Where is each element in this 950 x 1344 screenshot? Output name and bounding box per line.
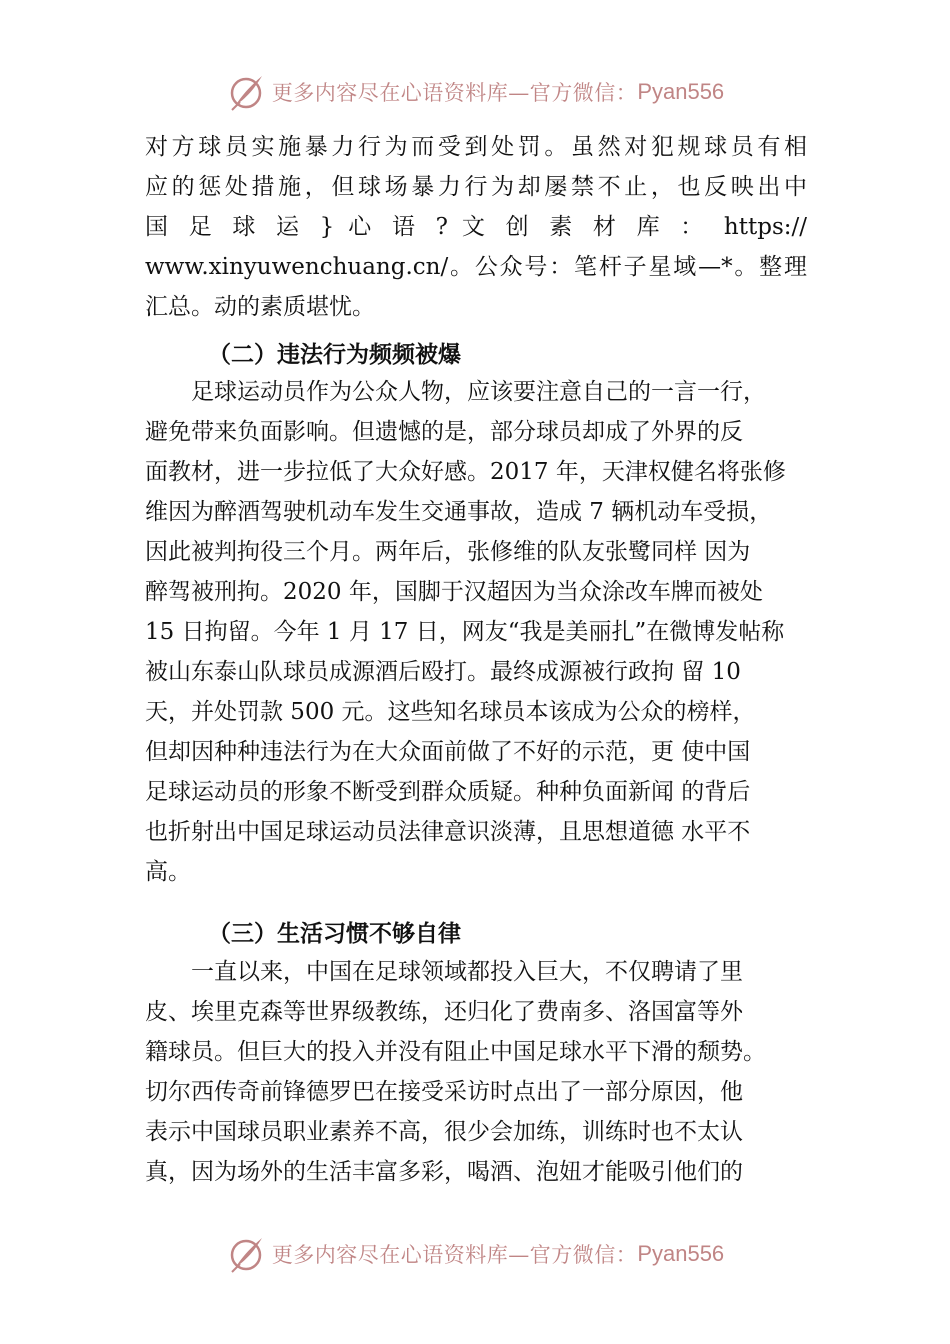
section-heading-2: （二）违法行为频频被爆 <box>208 342 461 368</box>
text-line: 避免带来负面影响。但遗憾的是，部分球员却成了外界的反 <box>145 419 743 445</box>
text-line: 足球运动员作为公众人物，应该要注意自己的一言一行， <box>191 379 766 405</box>
text-line: 切尔西传奇前锋德罗巴在接受采访时点出了一部分原因，他 <box>145 1079 743 1105</box>
text-line: 国 足 球 运 } 心 语 ? 文 创 素 材 库 ： https:// <box>145 214 807 240</box>
section-heading-3: （三）生活习惯不够自律 <box>208 921 461 947</box>
watermark-code: Pyan556 <box>637 1241 725 1266</box>
watermark-banner-bottom <box>0 1232 950 1276</box>
watermark-banner-top <box>0 70 950 114</box>
watermark-text: 更多内容尽在心语资料库—官方微信： <box>271 1243 638 1267</box>
text-line: 对方球员实施暴力行为而受到处罚。虽然对犯规球员有相 <box>145 134 807 160</box>
text-line: 但却因种种违法行为在大众面前做了不好的示范，更 使中国 <box>145 739 751 765</box>
text-line: 真，因为场外的生活丰富多彩，喝酒、泡妞才能吸引他们的 <box>145 1159 743 1185</box>
text-line: 醉驾被刑拘。2020 年，国脚于汉超因为当众涂改车牌而被处 <box>145 579 763 605</box>
text-line: 表示中国球员职业素养不高，很少会加练，训练时也不太认 <box>145 1119 743 1145</box>
quill-logo-icon <box>226 72 266 112</box>
text-line: 高。 <box>145 859 191 885</box>
watermark-code: Pyan556 <box>637 79 725 104</box>
text-line: 面教材，进一步拉低了大众好感。2017 年，天津权健名将张修 <box>145 459 786 485</box>
section-3-body <box>145 952 807 1192</box>
text-line: www.xinyuwenchuang.cn/。公众号：笔杆子星域—*。整理 <box>145 254 807 280</box>
paragraph-continuation <box>145 127 807 327</box>
text-line: 15 日拘留。今年 1 月 17 日，网友“我是美丽扎”在微博发帖称 <box>145 619 785 645</box>
quill-logo-icon <box>226 1234 266 1274</box>
text-line: 汇总。动的素质堪忧。 <box>145 294 375 320</box>
text-line: 一直以来，中国在足球领域都投入巨大，不仅聘请了里 <box>191 959 743 985</box>
text-line: 天，并处罚款 500 元。这些知名球员本该成为公众的榜样， <box>145 699 756 725</box>
text-line: 维因为醉酒驾驶机动车发生交通事故，造成 7 辆机动车受损， <box>145 499 773 525</box>
section-2-body <box>145 372 807 892</box>
watermark-text: 更多内容尽在心语资料库—官方微信： <box>271 81 638 105</box>
text-line: 皮、埃里克森等世界级教练，还归化了费南多、洛国富等外 <box>145 999 743 1025</box>
text-line: 也折射出中国足球运动员法律意识淡薄，且思想道德 水平不 <box>145 819 751 845</box>
text-line: 籍球员。但巨大的投入并没有阻止中国足球水平下滑的颓势。 <box>145 1039 766 1065</box>
text-line: 足球运动员的形象不断受到群众质疑。种种负面新闻 的背后 <box>145 779 751 805</box>
text-line: 应的惩处措施，但球场暴力行为却屡禁不止，也反映出中 <box>145 174 807 200</box>
text-line: 被山东泰山队球员成源酒后殴打。最终成源被行政拘 留 10 <box>145 659 741 685</box>
text-line: 因此被判拘役三个月。两年后，张修维的队友张鹭同样 因为 <box>145 539 751 565</box>
